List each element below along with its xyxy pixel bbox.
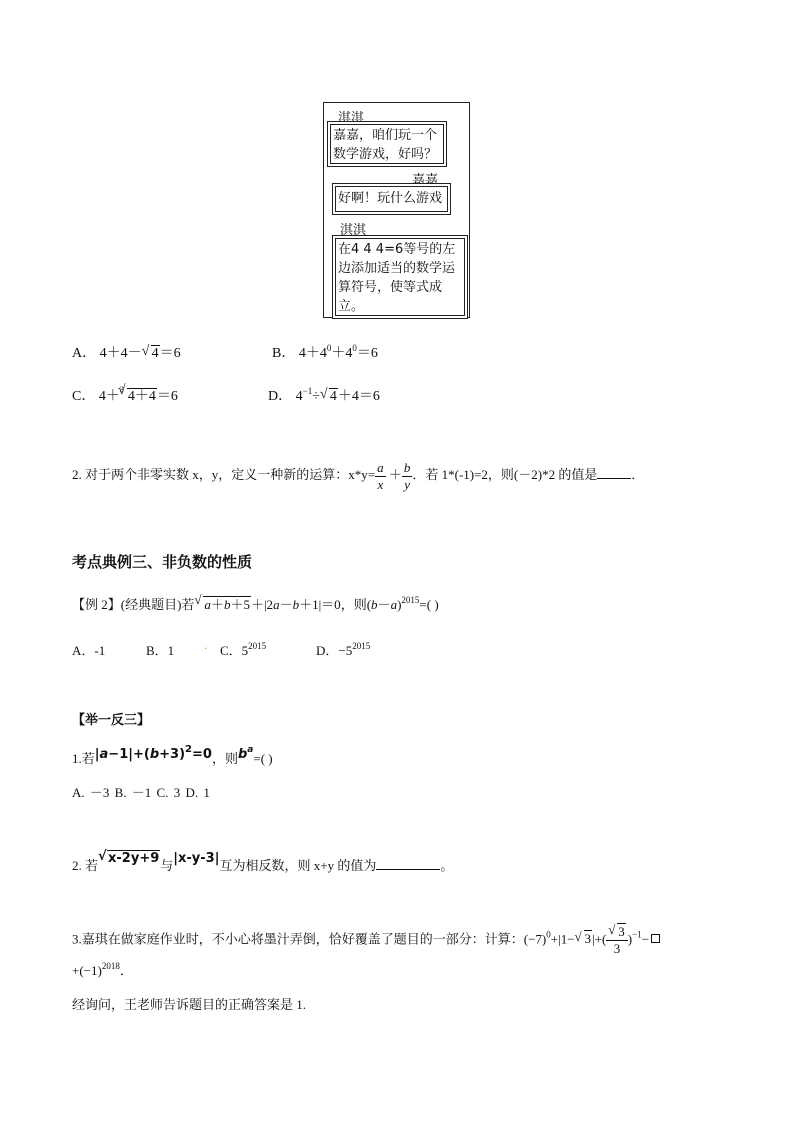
speaker-qiqi: 淇淇 — [338, 111, 365, 126]
question-2-text-pre: 2. 对于两个非零实数 x，y，定义一种新的运算：x*y= — [72, 467, 376, 482]
fraction-a-over-x: $\frac{a}{x}$ — [377, 459, 384, 492]
question-2: 2. 对于两个非零实数 x，y，定义一种新的运算：x*y= $\frac{a}{x}$ ＋ $\frac{b}{y}$ ．若 1*(-1)=2，则(－2)*2 的值是 ． — [72, 459, 645, 492]
practice-q2-mid: 与 — [160, 858, 174, 873]
example-2-option-d: D．$-5^{2015}$ — [316, 641, 371, 658]
practice-q3-line2-end: ． — [119, 963, 133, 978]
practice-question-1: 1.若$|a-1|+(b+3)^2=0$，则$b^a=$( ) — [72, 744, 273, 766]
practice-question-3-line2: $+(-1)^{2018}$． — [72, 961, 133, 978]
practice-question-3-line1: 3.嘉琪在做家庭作业时，不小心将墨汁弄倒，恰好覆盖了题目的一部分：计算：$(-7)^0+|1-√$ 3|+( √ $\frac{3}{3}$ )$^{-1}$− — [72, 924, 660, 957]
option-c: C． 4＋$^3$√ 4＋4＝6 — [72, 385, 178, 405]
speech-bubble-3 — [335, 238, 465, 316]
practice-q2-post: 互为相反数，则 x+y 的值为 — [219, 858, 377, 873]
speech-bubble-1-text: 嘉嘉，咱们玩一个数学游戏，好吗？ — [333, 128, 438, 162]
option-a: A． 4＋4－√ 4＝6 — [72, 342, 181, 362]
example-2-option-d-label: D． — [316, 643, 339, 658]
option-c-label: C． — [72, 389, 96, 404]
option-d: D． $4^{-1}\div√$ 4＋4＝6 — [268, 385, 380, 405]
practice-q2-answer-blank[interactable] — [376, 869, 440, 870]
speaker-qiqi-2: 淇淇 — [340, 223, 367, 238]
speaker-jiajia: 嘉嘉 — [412, 173, 439, 188]
practice-q1-mid: ，则 — [211, 751, 238, 766]
practice-q3-text: 3.嘉琪在做家庭作业时，不小心将墨汁弄倒，恰好覆盖了题目的一部分：计算： — [72, 931, 524, 947]
practice-q1-options: A. －3 B. －1 C. 3 D. 1 — [72, 785, 210, 800]
example-2-end: =( ) — [419, 597, 439, 612]
practice-q2-end: 。 — [440, 858, 454, 873]
example-2: 【例 2】(经典题目)若√ a＋b＋5＋|2a－b＋1|＝0，则$(b-a)^{2015}=$( ) — [72, 594, 439, 613]
practice-title: 【举一反三】 — [72, 713, 151, 728]
fraction-sqrt3-over-3: √ $\frac{3}{3}$ — [606, 924, 628, 957]
option-b: B． $4+4^0+4^0=6$ — [272, 343, 378, 361]
option-b-label: B． — [272, 346, 296, 361]
practice-question-3-line3: 经询问，王老师告诉题目的正确答案是 1. — [72, 997, 307, 1012]
example-2-option-a: A．-1 — [72, 643, 106, 658]
option-d-label: D． — [268, 389, 293, 404]
speech-bubble-2-text: 好啊！玩什么游戏 — [338, 191, 443, 206]
speech-bubble-3-text: 在4 4 4=6等号的左边添加适当的数学运算符号，使等式成立。 — [338, 242, 456, 314]
section-title: 考点典例三、非负数的性质 — [72, 553, 253, 571]
example-2-option-c-label: C． — [220, 643, 242, 658]
speech-bubble-1 — [330, 124, 444, 164]
answer-blank[interactable] — [597, 478, 631, 479]
fraction-b-over-y: $\frac{b}{y}$ — [403, 459, 411, 492]
decorative-dot: . — [204, 637, 208, 652]
question-2-end: ． — [631, 467, 645, 482]
example-2-label: 【例 2】(经典题目)若 — [72, 597, 195, 612]
practice-q1-end: =( ) — [253, 751, 273, 766]
practice-q2-pre: 2. 若 — [72, 858, 99, 873]
example-2-option-c: C．$5^{2015}$ — [220, 641, 267, 658]
speech-bubble-2 — [335, 186, 448, 212]
example-2-option-b: B．1 — [146, 643, 175, 658]
example-2-mid: ，则 — [340, 597, 367, 612]
ink-covered-box — [651, 934, 660, 943]
option-a-label: A． — [72, 346, 97, 361]
practice-question-2: 2. 若√ x-2y+9与|x-y-3|互为相反数，则 x+y 的值为 。 — [72, 855, 453, 874]
question-2-text-post: ．若 1*(-1)=2，则(－2)*2 的值是 — [412, 467, 598, 482]
practice-q1-pre: 1.若 — [72, 751, 95, 766]
